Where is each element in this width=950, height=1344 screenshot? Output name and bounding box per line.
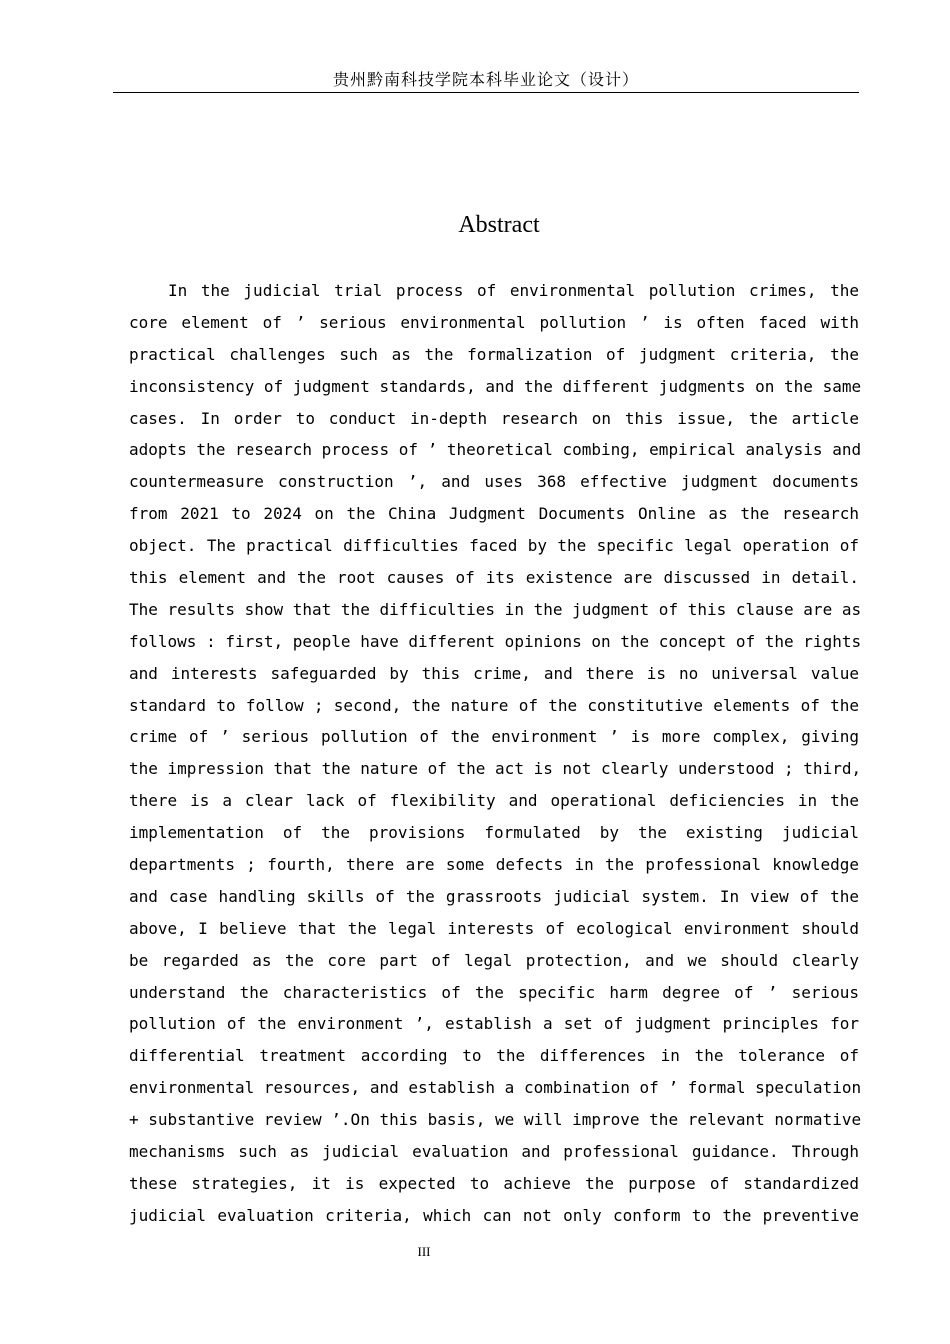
section-title: Abstract bbox=[458, 212, 540, 238]
abstract-line: environmental resources, and establish a combination of ’ formal speculation bbox=[129, 1078, 862, 1098]
abstract-line: understand the characteristics of the specific harm degree of ’ serious bbox=[129, 982, 859, 1002]
page-number: III bbox=[417, 1244, 431, 1259]
abstract-line: these strategies, it is expected to achieve the purpose of standardized bbox=[129, 1173, 859, 1193]
abstract-line: implementation of the provisions formulated by the existing judicial bbox=[129, 823, 859, 843]
abstract-line: object. The practical difficulties faced by the specific legal operation of bbox=[129, 536, 859, 556]
abstract-line: from 2021 to 2024 on the China Judgment Documents Online as the research bbox=[129, 504, 859, 524]
abstract-line: inconsistency of judgment standards, and the different judgments on the same bbox=[129, 376, 862, 396]
abstract-line: adopts the research process of ’ theoretical combing, empirical analysis and bbox=[129, 440, 862, 460]
abstract-line: In the judicial trial process of environmental pollution crimes, the bbox=[168, 281, 859, 300]
abstract-line: The results show that the difficulties in the judgment of this clause are as bbox=[129, 599, 862, 619]
abstract-line: and interests safeguarded by this crime, and there is no universal value bbox=[129, 663, 859, 683]
abstract-line: this element and the root causes of its existence are discussed in detail. bbox=[129, 568, 859, 588]
abstract-line: be regarded as the core part of legal protection, and we should clearly bbox=[129, 950, 859, 970]
abstract-line: there is a clear lack of flexibility and operational deficiencies in the bbox=[129, 791, 859, 811]
abstract-line: departments ; fourth, there are some defects in the professional knowledge bbox=[129, 855, 859, 875]
abstract-line: above, I believe that the legal interests of ecological environment should bbox=[129, 918, 859, 938]
abstract-line: the impression that the nature of the act is not clearly understood ; third, bbox=[129, 759, 862, 779]
abstract-line: cases. In order to conduct in-depth research on this issue, the article bbox=[129, 408, 859, 428]
abstract-line: differential treatment according to the differences in the tolerance of bbox=[129, 1046, 859, 1066]
abstract-line: standard to follow ; second, the nature of the constitutive elements of the bbox=[129, 695, 859, 715]
abstract-line: + substantive review ’.On this basis, we will improve the relevant normative bbox=[129, 1110, 862, 1130]
abstract-line: judicial evaluation criteria, which can not only conform to the preventive bbox=[129, 1205, 859, 1225]
abstract-line: countermeasure construction ’, and uses 368 effective judgment documents bbox=[129, 472, 859, 492]
abstract-line: pollution of the environment ’, establish a set of judgment principles for bbox=[129, 1014, 859, 1034]
abstract-line: mechanisms such as judicial evaluation and professional guidance. Through bbox=[129, 1142, 859, 1162]
abstract-body bbox=[129, 275, 862, 1232]
abstract-line: follows : first, people have different opinions on the concept of the rights bbox=[129, 631, 862, 651]
abstract-line: practical challenges such as the formalization of judgment criteria, the bbox=[129, 344, 859, 364]
abstract-line: and case handling skills of the grassroots judicial system. In view of the bbox=[129, 886, 859, 906]
abstract-line: crime of ’ serious pollution of the environment ’ is more complex, giving bbox=[129, 727, 859, 747]
abstract-line: core element of ’ serious environmental pollution ’ is often faced with bbox=[129, 312, 859, 332]
page-header: 贵州黔南科技学院本科毕业论文（设计） bbox=[113, 68, 859, 93]
